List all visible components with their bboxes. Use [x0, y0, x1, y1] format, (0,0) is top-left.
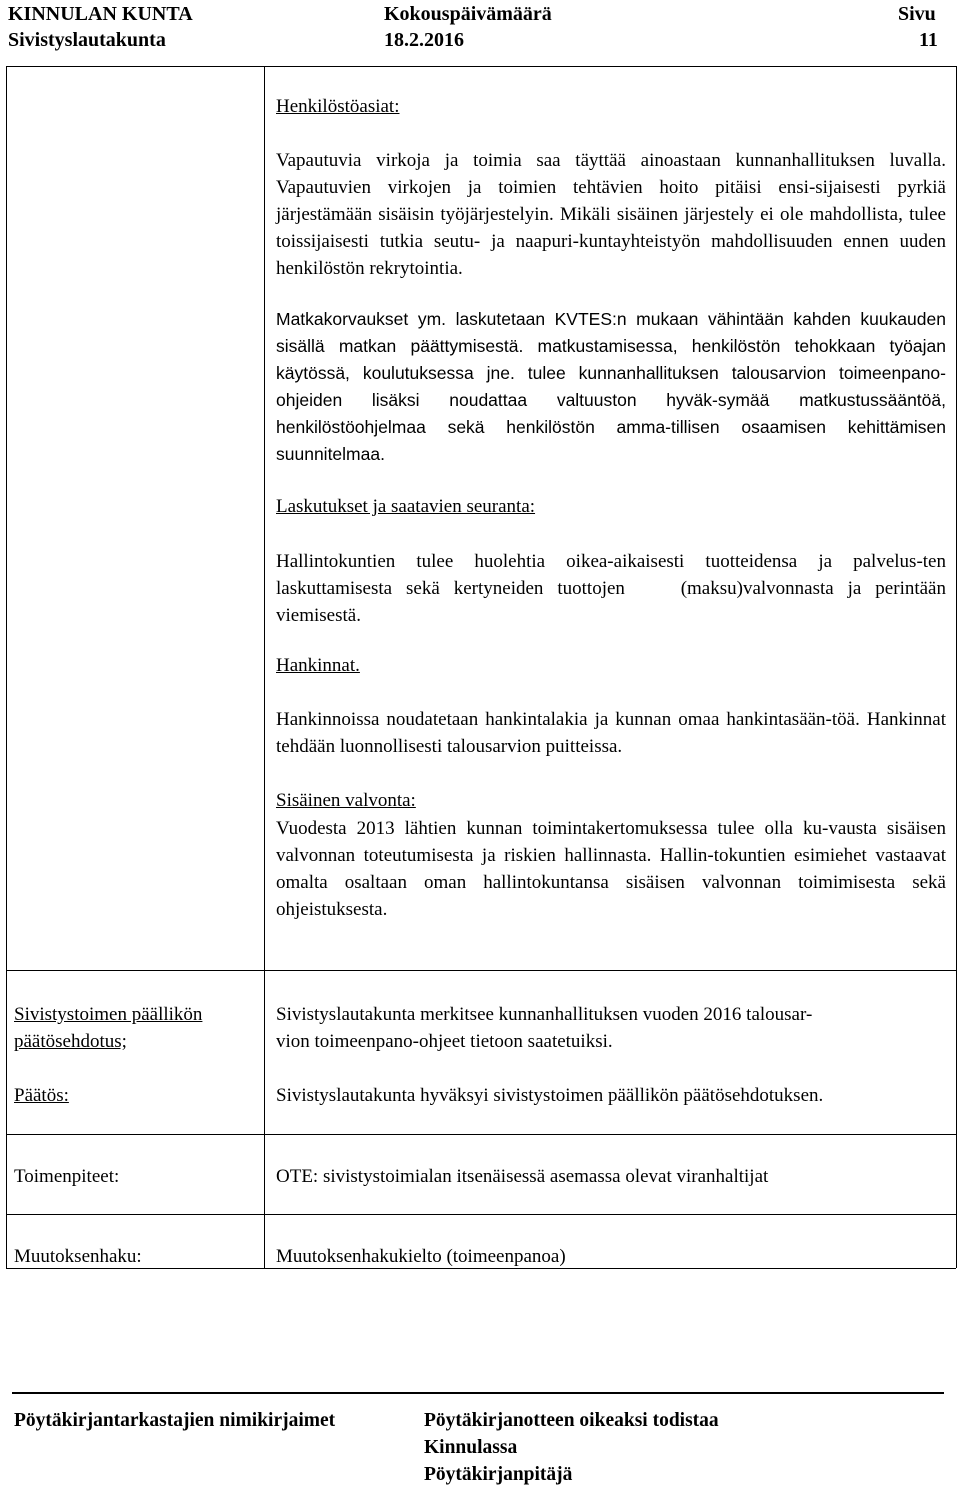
appeal-label: Muutoksenhaku:: [14, 1246, 142, 1267]
examiners-initials-label: Pöytäkirjantarkastajien nimikirjaimet: [14, 1410, 336, 1431]
proposal-text-line1: Sivistyslautakunta merkitsee kunnanhallituksen vuoden 2016 talousar-: [276, 1004, 813, 1025]
certified-place: Kinnulassa: [424, 1437, 518, 1458]
internal-control-paragraph: Vuodesta 2013 lähtien kunnan toimintakertomuksessa tulee olla ku-vausta sisäisen valvonnan toteutumisesta ja riskien hallinnasta. Hallin-tokuntien esimiehet vastaavat omalta osaltaan oman hallintokuntansa sisäisen valvonnan toimimisesta sekä ohjeistuksesta.: [276, 818, 946, 920]
invoicing-heading: Laskutukset ja saatavien seuranta:: [276, 496, 536, 517]
actions-text: OTE: sivistystoimialan itsenäisessä asemassa olevat viranhaltijat: [276, 1166, 769, 1187]
meeting-date-label: Kokouspäivämäärä: [384, 3, 552, 25]
procurement-paragraph: Hankinnoissa noudatetaan hankintalakia ja kunnan omaa hankintasään-töä. Hankinnat tehdään luonnollisesti talousarvion puitteissa.: [276, 709, 946, 757]
internal-control-heading: Sisäinen valvonta:: [276, 790, 416, 811]
appeal-section-border: [6, 1214, 956, 1215]
page-number: 11: [919, 29, 938, 51]
proposal-label-line2: päätösehdotus;: [14, 1031, 127, 1052]
proposal-text-line2: vion toimeenpano-ohjeet tietoon saatetuiksi.: [276, 1031, 613, 1052]
committee-name: Sivistyslautakunta: [8, 29, 166, 51]
municipality-name: KINNULAN KUNTA: [8, 3, 193, 25]
frame-left-border: [6, 66, 7, 1268]
personnel-heading: Henkilöstöasiat:: [276, 96, 400, 117]
actions-label: Toimenpiteet:: [14, 1166, 120, 1187]
meeting-date: 18.2.2016: [384, 29, 464, 51]
travel-paragraph: Matkakorvaukset ym. laskutetaan KVTES:n mukaan vähintään kahden kuukauden sisällä matkan päättymisestä. matkustamisessa, henkilöstön tehokkaan työajan käytössä, koulutuksessa jne. tulee kunnanhallituksen talousarvion toimeenpano-ohjeiden lisäksi noudattaa valtuuston hyväk-symää matkustussääntöä, henkilöstöohjelmaa sekä henkilöstön amma-tillisen osaamisen kehittämisen suunnitelmaa.: [276, 309, 946, 464]
personnel-paragraph: Vapautuvia virkoja ja toimia saa täyttää ainoastaan kunnanhallituksen luvalla. Vapautuvien virkojen ja toimien tehtävien hoito pitäisi ensi-sijaisesti pyrkiä järjestämään sisäisin työjärjestelyin. Mikäli sisäinen järjestely ei ole mahdollista, tulee toissijaisesti tutkia seutu- ja naapuri-kuntayhteistyön mahdollisuuden ennen uuden henkilöstön rekrytointia.: [276, 150, 946, 279]
appeal-text: Muutoksenhakukielto (toimeenpanoa): [276, 1246, 566, 1267]
proposal-label-line1: Sivistystoimen päällikön: [14, 1004, 203, 1025]
frame-right-border: [956, 66, 957, 1268]
page-label: Sivu: [898, 3, 936, 25]
frame-top-border: [6, 66, 956, 67]
decision-label: Päätös:: [14, 1085, 69, 1106]
minutes-keeper-label: Pöytäkirjanpitäjä: [424, 1464, 573, 1485]
decision-section-border: [6, 970, 956, 971]
frame-column-divider: [264, 66, 265, 1268]
certified-copy-label: Pöytäkirjanotteen oikeaksi todistaa: [424, 1410, 719, 1431]
actions-section-border: [6, 1134, 956, 1135]
invoicing-paragraph: Hallintokuntien tulee huolehtia oikea-aikaisesti tuotteidensa ja palvelus-ten laskuttamisesta sekä kertyneiden tuottojen (maksu)valvonnasta ja perintään viemisestä.: [276, 551, 951, 626]
footer-rule: [12, 1392, 944, 1394]
procurement-heading: Hankinnat.: [276, 655, 360, 676]
decision-text: Sivistyslautakunta hyväksyi sivistystoimen päällikön päätösehdotuksen.: [276, 1085, 824, 1106]
